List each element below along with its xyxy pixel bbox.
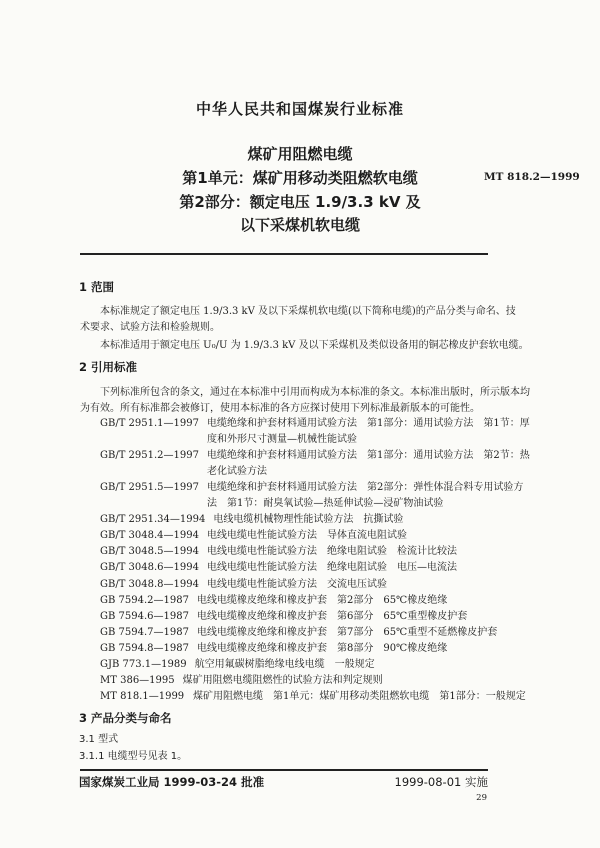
section-1-line: 术要求、试验方法和检验规则。 [80,322,220,333]
reference-title: 电线电缆橡皮绝缘和橡皮护套 第7部分 65℃重型不延燃橡皮护套 [196,626,498,638]
section-3-heading: 3 产品分类与命名 [79,711,172,725]
reference-item [100,481,523,494]
reference-item [100,545,457,558]
reference-code: GB/T 2951.1—1997 [100,418,199,429]
reference-item [100,578,387,591]
reference-title: 电缆绝缘和护套材料通用试验方法 第2部分：弹性体混合料专用试验方 [207,482,524,494]
reference-item [100,674,383,687]
reference-code: GB/T 3048.6—1994 [100,562,199,574]
section-2-line: 为有效。所有标准都会被修订，使用本标准的各方应探讨使用下列标准最新版本的可能性。 [80,403,480,414]
reference-title-continued: 法 第1节：耐臭氧试验—热延伸试验—浸矿物油试验 [207,498,444,510]
reference-title: 煤矿用阻燃电缆 第1单元：煤矿用移动类阻燃软电缆 第1部分：一般规定 [193,690,526,702]
reference-title: 电线电缆电性能试验方法 绝缘电阻试验 电压—电流法 [207,562,457,574]
section-2-heading: 2 引用标准 [79,360,138,374]
reference-item [100,417,530,430]
reference-title: 电线电缆橡皮绝缘和橡皮护套 第6部分 65℃重型橡皮护套 [196,610,468,622]
bottom-divider [80,769,488,771]
reference-item [100,610,467,623]
reference-title: 电线电缆橡皮绝缘和橡皮护套 第2部分 65℃橡皮绝缘 [196,594,448,606]
reference-item [100,642,447,655]
section-2-line: 下列标准所包含的条文，通过在本标准中引用而构成为本标准的条文。本标准出版时，所示版本均 [100,387,530,398]
subsection-3-1-1: 3.1.1 电缆型号见表 1。 [79,751,188,762]
reference-title: 电缆绝缘和护套材料通用试验方法 第1部分：通用试验方法 第2节：热 [207,450,530,462]
reference-code: GB 7594.7—1987 [100,626,189,638]
top-divider [80,253,488,255]
reference-title: 电线电缆电性能试验方法 交流电压试验 [207,578,387,590]
reference-title: 电线电缆电性能试验方法 绝缘电阻试验 检流计比较法 [207,546,457,558]
reference-item [100,529,407,542]
reference-code: GB/T 3048.5—1994 [100,546,199,558]
title-line-1: 煤矿用阻燃电缆 [247,145,353,163]
reference-title: 煤矿用阻燃电缆阻燃性的试验方法和判定规则 [182,674,383,686]
issuer-header: 中华人民共和国煤炭行业标准 [195,100,404,118]
reference-code: GB/T 2951.34—1994 [100,514,206,526]
reference-item [100,513,403,526]
reference-code: GB 7594.8—1987 [100,642,189,654]
standard-number: MT 818.2—1999 [484,171,580,183]
reference-title: 航空用氟碳树脂绝缘电线电缆 一般规定 [194,658,375,670]
reference-item [100,561,457,574]
page-number: 29 [476,793,487,803]
approval-date: 国家煤炭工业局 1999-03-24 批准 [79,775,265,789]
reference-title-continued: 度和外形尺寸测量—机械性能试验 [207,434,357,446]
reference-item [100,626,497,639]
title-line-4: 以下采煤机软电缆 [239,216,360,234]
reference-code: GB/T 3048.4—1994 [100,530,199,542]
effective-date: 1999-08-01 实施 [394,775,488,789]
title-line-3: 第2部分：额定电压 1.9/3.3 kV 及 [179,193,421,211]
reference-code: GB/T 2951.5—1997 [100,482,199,494]
reference-item [100,594,447,607]
reference-title-continued: 老化试验方法 [207,466,267,478]
reference-code: GB/T 2951.2—1997 [100,450,199,462]
title-line-2: 第1单元：煤矿用移动类阻燃软电缆 [182,169,418,187]
reference-title: 电线电缆电性能试验方法 导体直流电阻试验 [207,530,407,542]
reference-item [100,690,526,703]
reference-code: MT 818.1—1999 [100,690,185,702]
reference-item [100,449,530,462]
reference-title: 电缆绝缘和护套材料通用试验方法 第1部分：通用试验方法 第1节：厚 [207,418,530,429]
reference-code: GB 7594.6—1987 [100,610,189,622]
subsection-3-1: 3.1 型式 [79,734,119,745]
section-1-line: 本标准适用于额定电压 U₀/U 为 1.9/3.3 kV 及以下采煤机及类似设备用的铜芯橡皮护套软电缆。 [100,340,529,351]
section-1-heading: 1 范围 [79,280,115,294]
reference-code: GB/T 3048.8—1994 [100,578,199,590]
reference-title: 电线电缆机械物理性能试验方法 抗撕试验 [213,514,404,526]
reference-code: GB 7594.2—1987 [100,594,189,606]
reference-code: GJB 773.1—1989 [100,658,187,670]
reference-item [100,658,375,671]
reference-code: MT 386—1995 [100,674,175,686]
section-1-line: 本标准规定了额定电压 1.9/3.3 kV 及以下采煤机软电缆(以下简称电缆)的产品分类与命名、技 [100,306,516,317]
reference-title: 电线电缆橡皮绝缘和橡皮护套 第8部分 90℃橡皮绝缘 [196,642,448,654]
